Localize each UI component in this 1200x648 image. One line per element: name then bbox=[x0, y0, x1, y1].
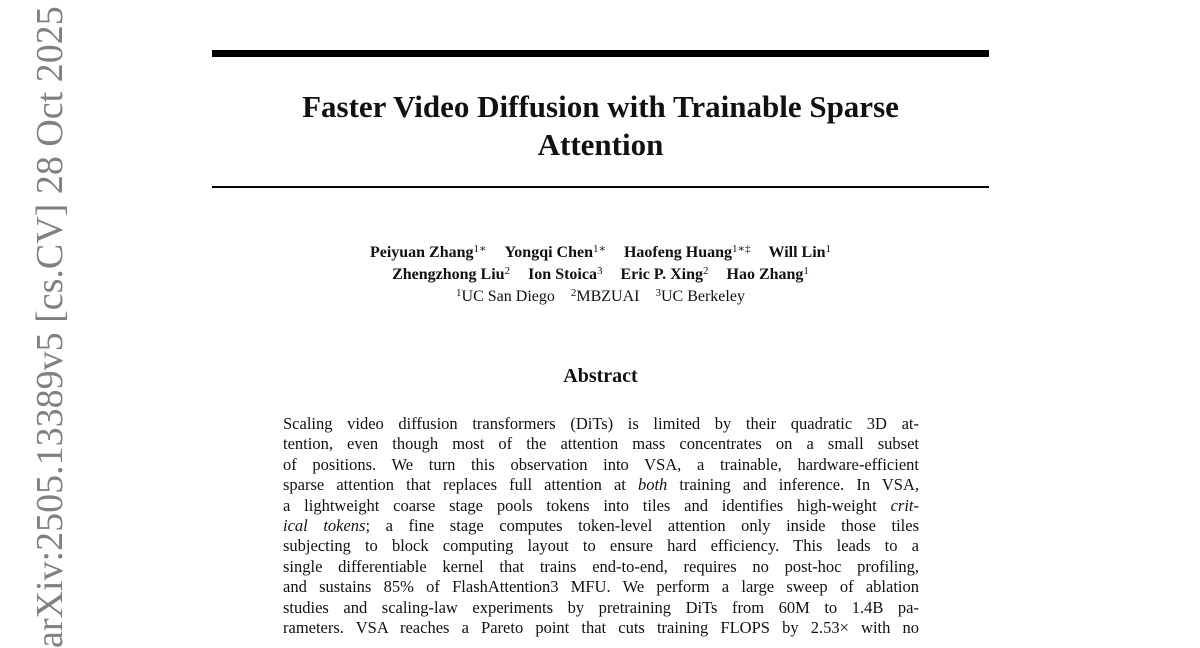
affiliation-marker: 2 bbox=[570, 287, 577, 299]
author-name: Yongqi Chen$^{1∗}$ bbox=[504, 243, 606, 261]
author-affiliation-marker: 1∗ bbox=[473, 243, 487, 255]
abstract-heading: Abstract bbox=[563, 365, 638, 387]
author-affiliation-marker: 1 bbox=[825, 243, 832, 255]
author-affiliation-marker: 1 bbox=[803, 265, 809, 277]
title-bottom-rule bbox=[212, 186, 989, 188]
author-name: Hao Zhang$^1$ bbox=[726, 265, 809, 283]
title-line-2: Attention bbox=[537, 127, 664, 162]
author-affiliation-marker: 3 bbox=[596, 265, 603, 277]
affiliation-marker: 3 bbox=[655, 287, 661, 299]
author-name: Peiyuan Zhang$^{1∗}$ bbox=[369, 243, 487, 261]
author-name: Will Lin$^1$ bbox=[768, 243, 832, 261]
authors-row-1 bbox=[212, 242, 989, 264]
arxiv-identifier-stamp: arXiv:2505.13389v5 [cs.CV] 28 Oct 2025 bbox=[29, 6, 71, 648]
authors-row-2 bbox=[212, 264, 989, 286]
author-affiliation-marker: 2 bbox=[703, 265, 709, 277]
affiliation: $^3$UC Berkeley bbox=[655, 287, 745, 305]
author-affiliation-marker: 2 bbox=[504, 265, 511, 277]
abstract-line: sparse attention that replaces full attention at both training and inference. In VSA, bbox=[283, 475, 919, 495]
affiliations-row bbox=[212, 286, 989, 308]
abstract-emphasis: crit- bbox=[890, 495, 919, 515]
author-name: Zhengzhong Liu$^2$ bbox=[392, 265, 511, 283]
abstract-line: a lightweight coarse stage pools tokens into tiles and identifies high-weight crit- bbox=[283, 495, 919, 515]
abstract-body bbox=[283, 414, 919, 638]
title-top-rule bbox=[212, 50, 989, 57]
abstract-emphasis: ical tokens bbox=[283, 516, 366, 536]
author-affiliation-marker: 1∗ bbox=[593, 243, 606, 255]
author-block bbox=[212, 242, 989, 308]
author-name: Ion Stoica$^3$ bbox=[528, 265, 603, 283]
affiliation-marker: 1 bbox=[456, 287, 462, 299]
abstract-emphasis: both bbox=[637, 475, 668, 495]
author-name: Eric P. Xing$^2$ bbox=[620, 265, 709, 283]
abstract-line: tention, even though most of the attention mass concentrates on a small subset bbox=[283, 434, 919, 454]
abstract-line: Scaling video diffusion transformers (DiTs) is limited by their quadratic 3D at- bbox=[283, 414, 919, 433]
abstract-line: rameters. VSA reaches a Pareto point that cuts training FLOPS by 2.53× with no bbox=[283, 618, 919, 638]
abstract-line: ical tokens; a fine stage computes token-level attention only inside those tiles bbox=[283, 516, 919, 536]
affiliation: $^1$UC San Diego bbox=[456, 287, 555, 305]
abstract-line: and sustains 85% of FlashAttention3 MFU. We perform a large sweep of ablation bbox=[283, 577, 919, 597]
affiliation: $^2$MBZUAI bbox=[570, 287, 640, 305]
paper-title bbox=[212, 88, 989, 164]
author-name: Haofeng Huang$^{1∗\ddagger}$ bbox=[623, 243, 751, 261]
abstract-line: subjecting to block computing layout to ensure hard efficiency. This leads to a bbox=[283, 536, 919, 556]
title-line-1: Faster Video Diffusion with Trainable Sparse bbox=[302, 89, 899, 124]
author-affiliation-marker: 1∗‡ bbox=[732, 243, 751, 255]
abstract-line: studies and scaling-law experiments by pretraining DiTs from 60M to 1.4B pa- bbox=[283, 597, 919, 617]
abstract-line: single differentiable kernel that trains end-to-end, requires no post-hoc profiling, bbox=[283, 556, 919, 576]
abstract-line: of positions. We turn this observation into VSA, a trainable, hardware-efficient bbox=[283, 454, 919, 474]
